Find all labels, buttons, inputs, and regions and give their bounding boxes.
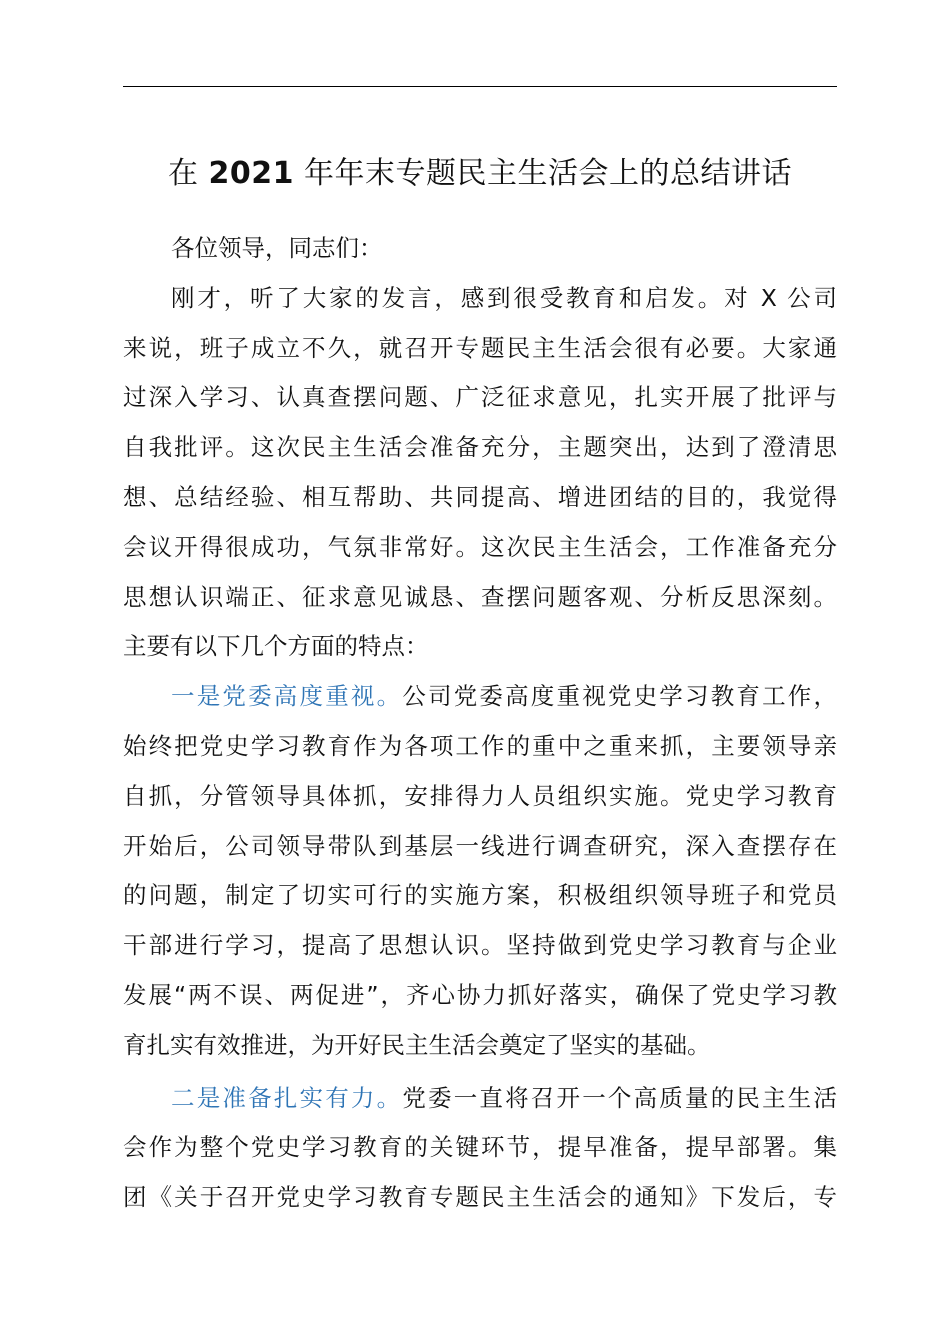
- paragraph-2-text: 公司党委高度重视党史学习教育工作，: [402, 682, 838, 711]
- paragraph-2-line: 发展“两不误、两促进”，齐心协力抓好落实，确保了党史学习教: [123, 980, 837, 1009]
- section-heading-1: 一是党委高度重视。: [171, 682, 403, 711]
- salutation: 各位领导，同志们：: [171, 234, 383, 262]
- paragraph-3-first-line: [123, 1074, 837, 1124]
- title-prefix: 在: [167, 156, 199, 191]
- document-title: [123, 150, 837, 198]
- paragraph-1-line: 自我批评。这次民主生活会准备充分，主题突出，达到了澄清思: [123, 433, 837, 462]
- paragraph-2-first-line: [123, 672, 837, 722]
- paragraph-2-line: 干部进行学习，提高了思想认识。坚持做到党史学习教育与企业: [123, 931, 837, 960]
- document-body: [123, 224, 837, 1223]
- paragraph-2-line: 育扎实有效推进，为开好民主生活会奠定了坚实的基础。: [123, 1030, 711, 1059]
- paragraph-1-line: 主要有以下几个方面的特点：: [123, 632, 429, 661]
- paragraph-1-line: 思想认识端正、征求意见诚恳、查摆问题客观、分析反思深刻。: [123, 582, 837, 611]
- paragraph-2-line: 自抓，分管领导具体抓，安排得力人员组织实施。党史学习教育: [123, 781, 837, 810]
- title-suffix: 年年末专题民主生活会上的总结讲话: [304, 156, 793, 191]
- paragraph-3-line: 会作为整个党史学习教育的关键环节，提早准备，提早部署。集: [123, 1133, 837, 1162]
- paragraph-2-line: 的问题，制定了切实可行的实施方案，积极组织领导班子和党员: [123, 881, 837, 910]
- paragraph-2-line: 开始后，公司领导带队到基层一线进行调查研究，深入查摆存在: [123, 831, 837, 860]
- title-year: 2021: [208, 156, 294, 191]
- section-heading-2: 二是准备扎实有力。: [171, 1083, 403, 1112]
- paragraph-3-text: 党委一直将召开一个高质量的民主生活: [402, 1083, 838, 1112]
- paragraph-1-line: 刚才，听了大家的发言，感到很受教育和启发。对 X 公司: [171, 283, 837, 312]
- header-rule: [123, 86, 837, 87]
- paragraph-3-line: 团《关于召开党史学习教育专题民主生活会的通知》下发后，专: [123, 1183, 837, 1212]
- paragraph-1-line: 来说，班子成立不久，就召开专题民主生活会很有必要。大家通: [123, 333, 837, 362]
- paragraph-1-line: 想、总结经验、相互帮助、共同提高、增进团结的目的，我觉得: [123, 482, 837, 511]
- paragraph-2-line: 始终把党史学习教育作为各项工作的重中之重来抓，主要领导亲: [123, 731, 837, 760]
- paragraph-1-line: 过深入学习、认真查摆问题、广泛征求意见，扎实开展了批评与: [123, 383, 837, 412]
- paragraph-1-line: 会议开得很成功，气氛非常好。这次民主生活会，工作准备充分: [123, 532, 837, 561]
